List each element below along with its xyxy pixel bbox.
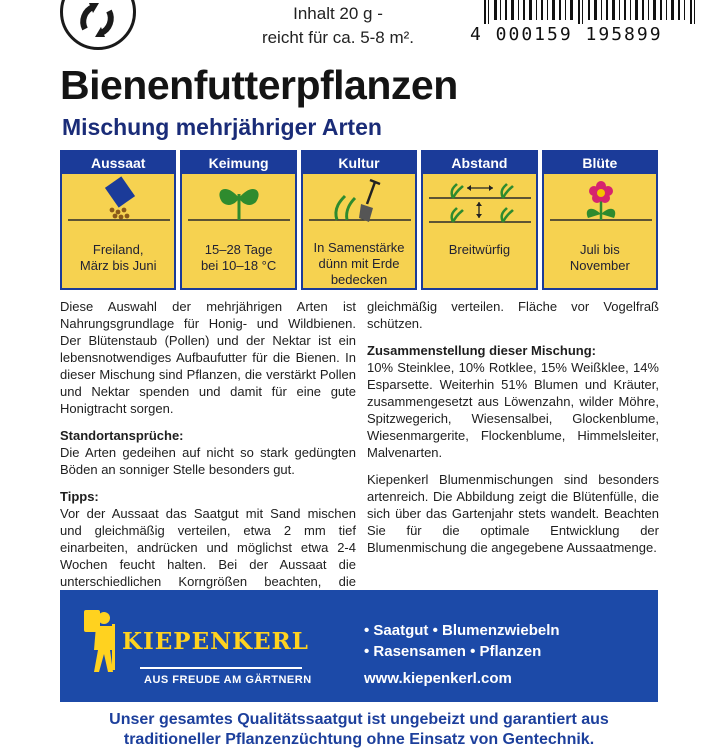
intro-text: Diese Auswahl der mehrjährigen Arten ist Nahrungsgrundlage für Honig- und Wildbienen. Der Blütenstaub (Pollen) und der Nektar ist ein lebensnotwendiges Aufbaufutter für die Bienen. In dieser Mischung sind Pflanzen, die verstärkt Pollen und Nektar spenden und damit für eine gute Honigtracht sorgen. <box>60 299 356 416</box>
panel-text: Freiland, März bis Juni <box>79 242 157 273</box>
panel-text: In Samenstärke dünn mit Erde bedecken <box>313 240 405 287</box>
location-text: Die Arten gedeihen auf nicht so stark gedüngten Böden an sonniger Stelle besonders gut. <box>60 445 356 477</box>
content-amount: Inhalt 20 g - <box>293 4 383 23</box>
panel-label: Keimung <box>182 152 294 174</box>
panel-label: Aussaat <box>62 152 174 174</box>
brand-name: KIEPENKERL <box>122 628 309 655</box>
brand-product-list <box>364 620 560 662</box>
tips-continuation-text: gleichmäßig verteilen. Fläche vor Vogelfraß schützen. <box>367 299 659 331</box>
brand-slogan: AUS FREUDE AM GÄRTNERN <box>144 674 312 686</box>
panel-label: Blüte <box>544 152 656 174</box>
mix-heading: Zusammenstellung dieser Mischung: <box>367 343 596 358</box>
description-right-column <box>367 298 659 556</box>
brand-divider <box>140 667 302 669</box>
tips-text: Vor der Aussaat das Saatgut mit Sand mischen und gleichmäßig verteilen, etwa 2 mm tief einarbeiten, andrücken und möglichst etwa 2-4 Wochen feucht halten. Bei der Aussaat die unterschiedlichen Korngrößen beachten, die <box>60 506 356 589</box>
brand-website-link[interactable]: www.kiepenkerl.com <box>364 670 512 687</box>
panel-kultur <box>301 150 417 290</box>
quality-line2: traditioneller Pflanzenzüchtung ohne Einsatz von Gentechnik. <box>123 731 595 748</box>
tips-heading: Tipps: <box>60 489 99 504</box>
brand-banner <box>60 590 658 702</box>
kiepenkerl-figure-icon <box>80 608 120 674</box>
brand-info-text: Kiepenkerl Blumenmischungen sind besonders artenreich. Die Abbildung zeigt die Blütenfülle, die sich über das Gartenjahr stets wandelt. Beachten Sie für die optimale Entwicklung der Blumenmischung die angegebene Aussaatmenge. <box>367 472 659 555</box>
content-coverage: reicht für ca. 5-8 m². <box>261 28 415 47</box>
panel-label: Abstand <box>423 152 535 174</box>
panel-text: 15–28 Tage bei 10–18 °C <box>200 242 277 273</box>
panel-abstand <box>421 150 537 290</box>
spacing-icon <box>423 174 535 240</box>
spade-icon <box>303 174 415 238</box>
mix-text: 10% Steinklee, 10% Rotklee, 15% Weißklee, 14% Esparsette. Weiterhin 51% Blumen und Kräuter, zusammengesetzt aus Löwenzahn, wilder Möhre, Spitzwegerich, Wiesensalbei, Glockenblume, Wiesenmargerite, Flockenblume, Himmelsleiter, Malvenarten. <box>367 360 659 460</box>
panel-text: Breitwürfig <box>448 242 511 257</box>
content-info <box>218 2 458 50</box>
product-title: Bienenfutterpflanzen <box>60 62 458 108</box>
panel-label: Kultur <box>303 152 415 174</box>
quality-line1: Unser gesamtes Qualitätssaatgut ist ungebeizt und garantiert aus <box>109 711 609 728</box>
location-heading: Standortansprüche: <box>60 428 184 443</box>
panel-bluete <box>542 150 658 290</box>
sowing-icon <box>62 174 174 240</box>
quality-statement <box>60 710 658 750</box>
brand-products-line2: • Rasensamen • Pflanzen <box>364 643 542 660</box>
brand-products-line1: • Saatgut • Blumenzwiebeln <box>364 622 560 639</box>
panel-aussaat <box>60 150 176 290</box>
header-strip <box>0 0 718 58</box>
product-subtitle: Mischung mehrjähriger Arten <box>62 114 382 140</box>
barcode-number: 4 000159 195899 <box>470 24 663 45</box>
panel-keimung <box>180 150 296 290</box>
seedling-icon <box>182 174 294 240</box>
cultivation-panels <box>60 150 658 290</box>
description-left-column <box>60 298 356 607</box>
recycle-logo-icon <box>60 0 136 50</box>
flower-icon <box>544 174 656 240</box>
panel-text: Juli bis November <box>569 242 630 273</box>
